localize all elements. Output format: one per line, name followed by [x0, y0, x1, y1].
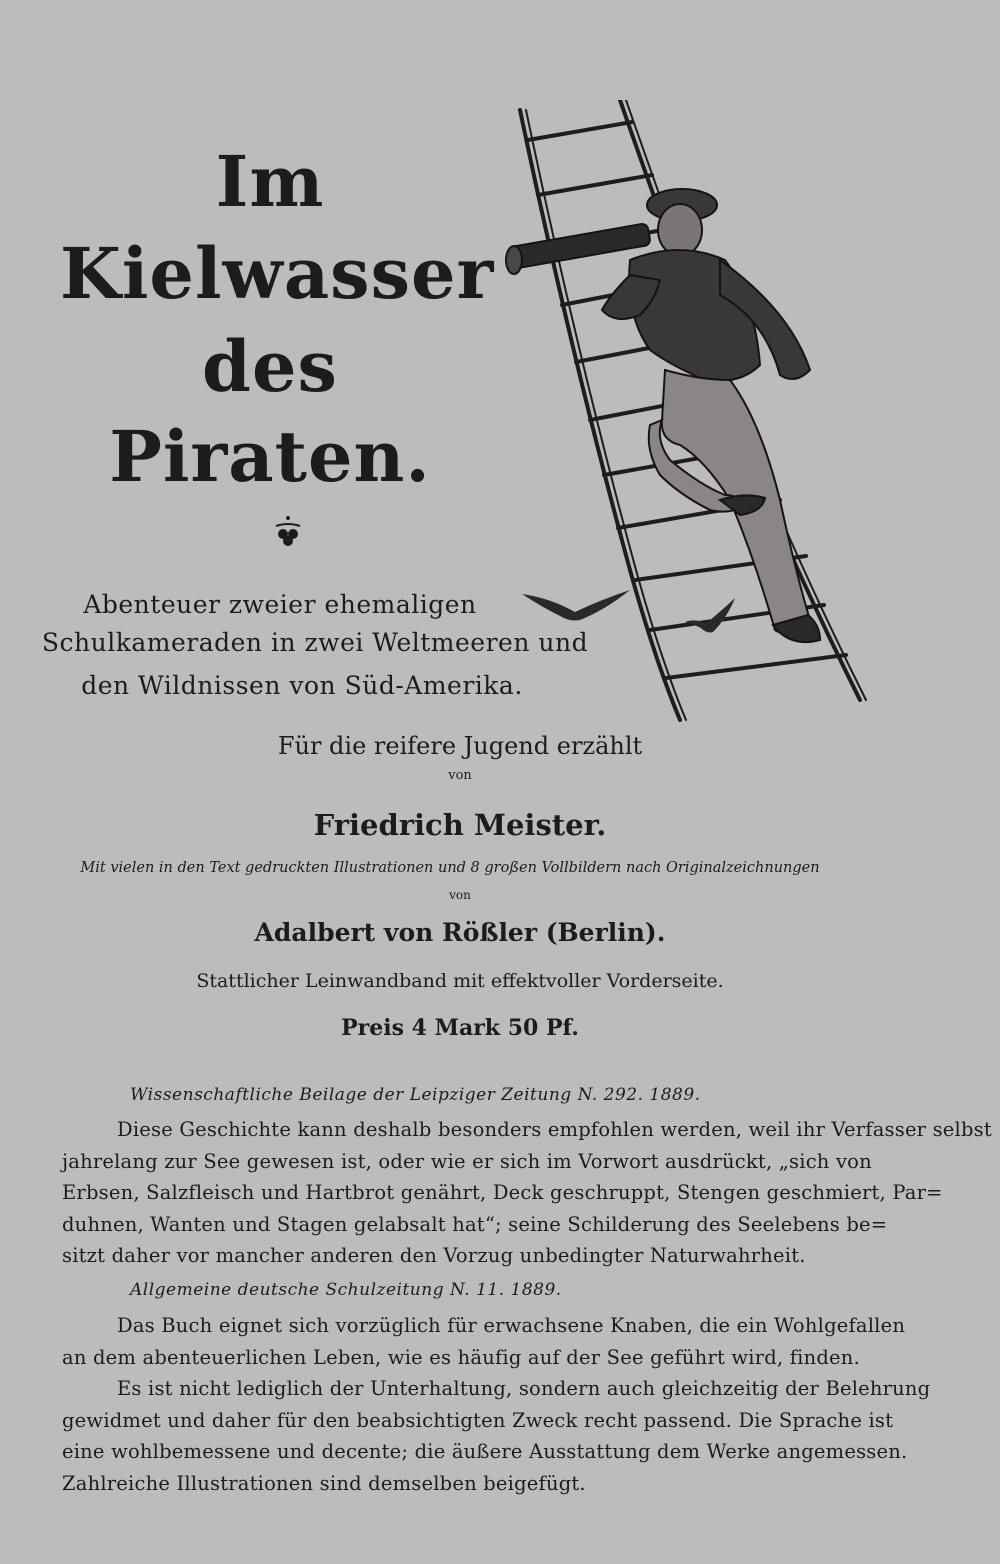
review-source: Wissenschaftliche Beilage der Leipziger Zeitung N. 292. 1889.	[130, 1085, 701, 1105]
title-line-3: des	[202, 325, 338, 408]
review-text	[62, 1114, 992, 1272]
subtitle-line-1: Abenteuer zweier ehemaligen	[83, 590, 477, 619]
review-line: jahrelang zur See gewesen ist, oder wie er sich im Vorwort ausdrückt, „sich von	[62, 1149, 872, 1173]
title-line-2: Kielwasser	[60, 232, 495, 315]
title-line-4: Piraten.	[109, 415, 431, 498]
subtitle-line-3: den Wildnissen von Süd-Amerika.	[81, 671, 523, 700]
subtitle-line-2: Schulkameraden in zwei Weltmeeren und	[41, 628, 589, 657]
review-text	[62, 1310, 931, 1499]
review-line: an dem abenteuerlichen Leben, wie es häufig auf der See geführt wird, finden.	[62, 1345, 860, 1369]
review-line: sitzt daher vor mancher anderen den Vorzug unbedingter Naturwahrheit.	[62, 1244, 806, 1267]
price: Preis 4 Mark 50 Pf.	[341, 1015, 579, 1041]
review-line: Es ist nicht lediglich der Unterhaltung, sondern auch gleichzeitig der Belehrung	[117, 1377, 931, 1400]
author-name: Friedrich Meister.	[313, 808, 607, 842]
review-line: duhnen, Wanten und Stagen gelabsalt hat“; seine Schilderung des Seelebens be=	[62, 1212, 888, 1236]
illustrations-note: Mit vielen in den Text gedruckten Illustrationen und 8 großen Vollbildern nach Originalzeichnungen	[80, 860, 820, 876]
audience-line: Für die reifere Jugend erzählt	[277, 732, 643, 760]
review-line: gewidmet und daher für den beabsichtigten Zweck recht passend. Die Sprache ist	[62, 1408, 894, 1432]
review-line: Erbsen, Salzfleisch und Hartbrot genährt, Deck geschruppt, Stengen geschmiert, Par=	[62, 1181, 943, 1204]
seagull-icon	[683, 596, 738, 636]
review-line: Diese Geschichte kann deshalb besonders empfohlen werden, weil ihr Verfasser selbst	[117, 1118, 992, 1141]
by-line-author: von	[448, 768, 472, 783]
review-line: Das Buch eignet sich vorzüglich für erwachsene Knaben, die ein Wohlgefallen	[117, 1314, 906, 1337]
review-line: eine wohlbemessene und decente; die äußere Ausstattung dem Werke angemessen.	[62, 1440, 908, 1463]
illustrator-name: Adalbert von Rößler (Berlin).	[254, 918, 666, 947]
fleuron-ornament-icon	[268, 510, 308, 550]
review-source: Allgemeine deutsche Schulzeitung N. 11. 1889.	[130, 1280, 562, 1300]
by-line-illustrator: von	[449, 888, 471, 902]
binding-description: Stattlicher Leinwandband mit effektvoller Vorderseite.	[196, 970, 724, 992]
review-line: Zahlreiche Illustrationen sind demselben beigefügt.	[62, 1471, 586, 1495]
title-line-1: Im	[215, 140, 325, 223]
